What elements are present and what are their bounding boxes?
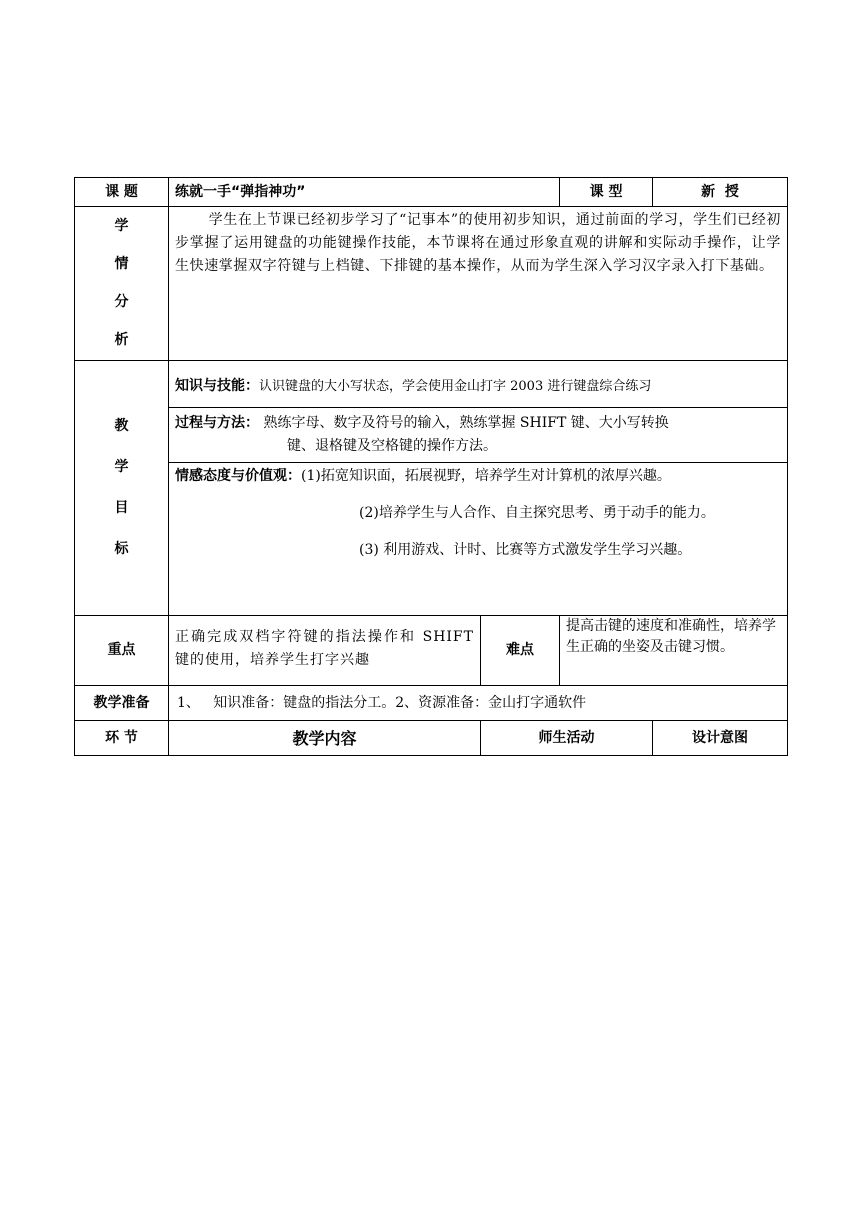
label-char: 标 (114, 541, 129, 557)
emotion-item-1: (1)拓宽知识面，拓展视野，培养学生对计算机的浓厚兴趣。 (301, 468, 671, 484)
intent-header: 设计意图 (653, 721, 788, 756)
label-char: 学 (114, 459, 129, 475)
content-header: 教学内容 (169, 721, 481, 756)
learner-analysis-cell (169, 207, 788, 361)
activity-header: 师生活动 (481, 721, 653, 756)
objectives-label (75, 361, 169, 616)
process-method-line2: 键、退格键及空格键的操作方法。 (287, 438, 497, 454)
process-method-line1: 熟练字母、数字及符号的输入，熟练掌握 SHIFT 键、大小写转换 (263, 415, 669, 431)
emotion-value-cell (169, 463, 788, 616)
topic-row (75, 178, 788, 207)
objective-knowledge-row (75, 361, 788, 408)
learner-analysis-text: 学生在上节课已经初步学习了“记事本”的使用初步知识，通过前面的学习，学生们已经初步掌握了运用键盘的功能键操作技能，本节课将在通过形象直观的讲解和实际动手操作，让学生快速掌握双字符键与上档键、下排键的基本操作，从而为学生深入学习汉字录入打下基础。 (175, 212, 782, 274)
label-char: 教 (114, 418, 129, 434)
emotion-item-2: (2)培养学生与人合作、自主探究思考、勇于动手的能力。 (359, 505, 715, 521)
key-points-row (75, 616, 788, 686)
knowledge-skill-text: 认识键盘的大小写状态，学会使用金山打字 2003 进行键盘综合练习 (259, 378, 652, 394)
focus-text: 正确完成双档字符键的指法操作和 SHIFT 键的使用，培养学生打字兴趣 (169, 616, 481, 686)
process-method-cell (169, 408, 788, 463)
preparation-label: 教学准备 (75, 686, 169, 721)
topic-label: 课 题 (75, 178, 169, 207)
objective-emotion-row (75, 463, 788, 616)
learner-analysis-label (75, 207, 169, 361)
emotion-value-label: 情感态度与价值观： (175, 468, 301, 484)
learner-analysis-row (75, 207, 788, 361)
topic-value: 练就一手“弹指神功” (169, 178, 560, 207)
label-char: 析 (114, 332, 129, 349)
label-char: 情 (114, 255, 129, 272)
difficulty-label: 难点 (481, 616, 560, 686)
stage-header: 环 节 (75, 721, 169, 756)
focus-label: 重点 (75, 616, 169, 686)
label-char: 分 (114, 294, 129, 311)
lesson-plan-table (74, 177, 788, 756)
process-method-label: 过程与方法： (175, 415, 259, 431)
lesson-type-value: 新 授 (653, 178, 788, 207)
objective-process-row (75, 408, 788, 463)
preparation-row (75, 686, 788, 721)
difficulty-text: 提高击键的速度和准确性，培养学生正确的坐姿及击键习惯。 (560, 616, 788, 686)
label-char: 学 (114, 217, 129, 234)
preparation-text: 1、 知识准备：键盘的指法分工。2、资源准备：金山打字通软件 (169, 686, 788, 721)
section-header-row (75, 721, 788, 756)
label-char: 目 (114, 500, 129, 516)
emotion-item-3: (3) 利用游戏、计时、比赛等方式激发学生学习兴趣。 (359, 542, 692, 558)
knowledge-skill-label: 知识与技能： (175, 377, 259, 394)
knowledge-skill-cell (169, 361, 788, 408)
lesson-type-label: 课 型 (560, 178, 653, 207)
